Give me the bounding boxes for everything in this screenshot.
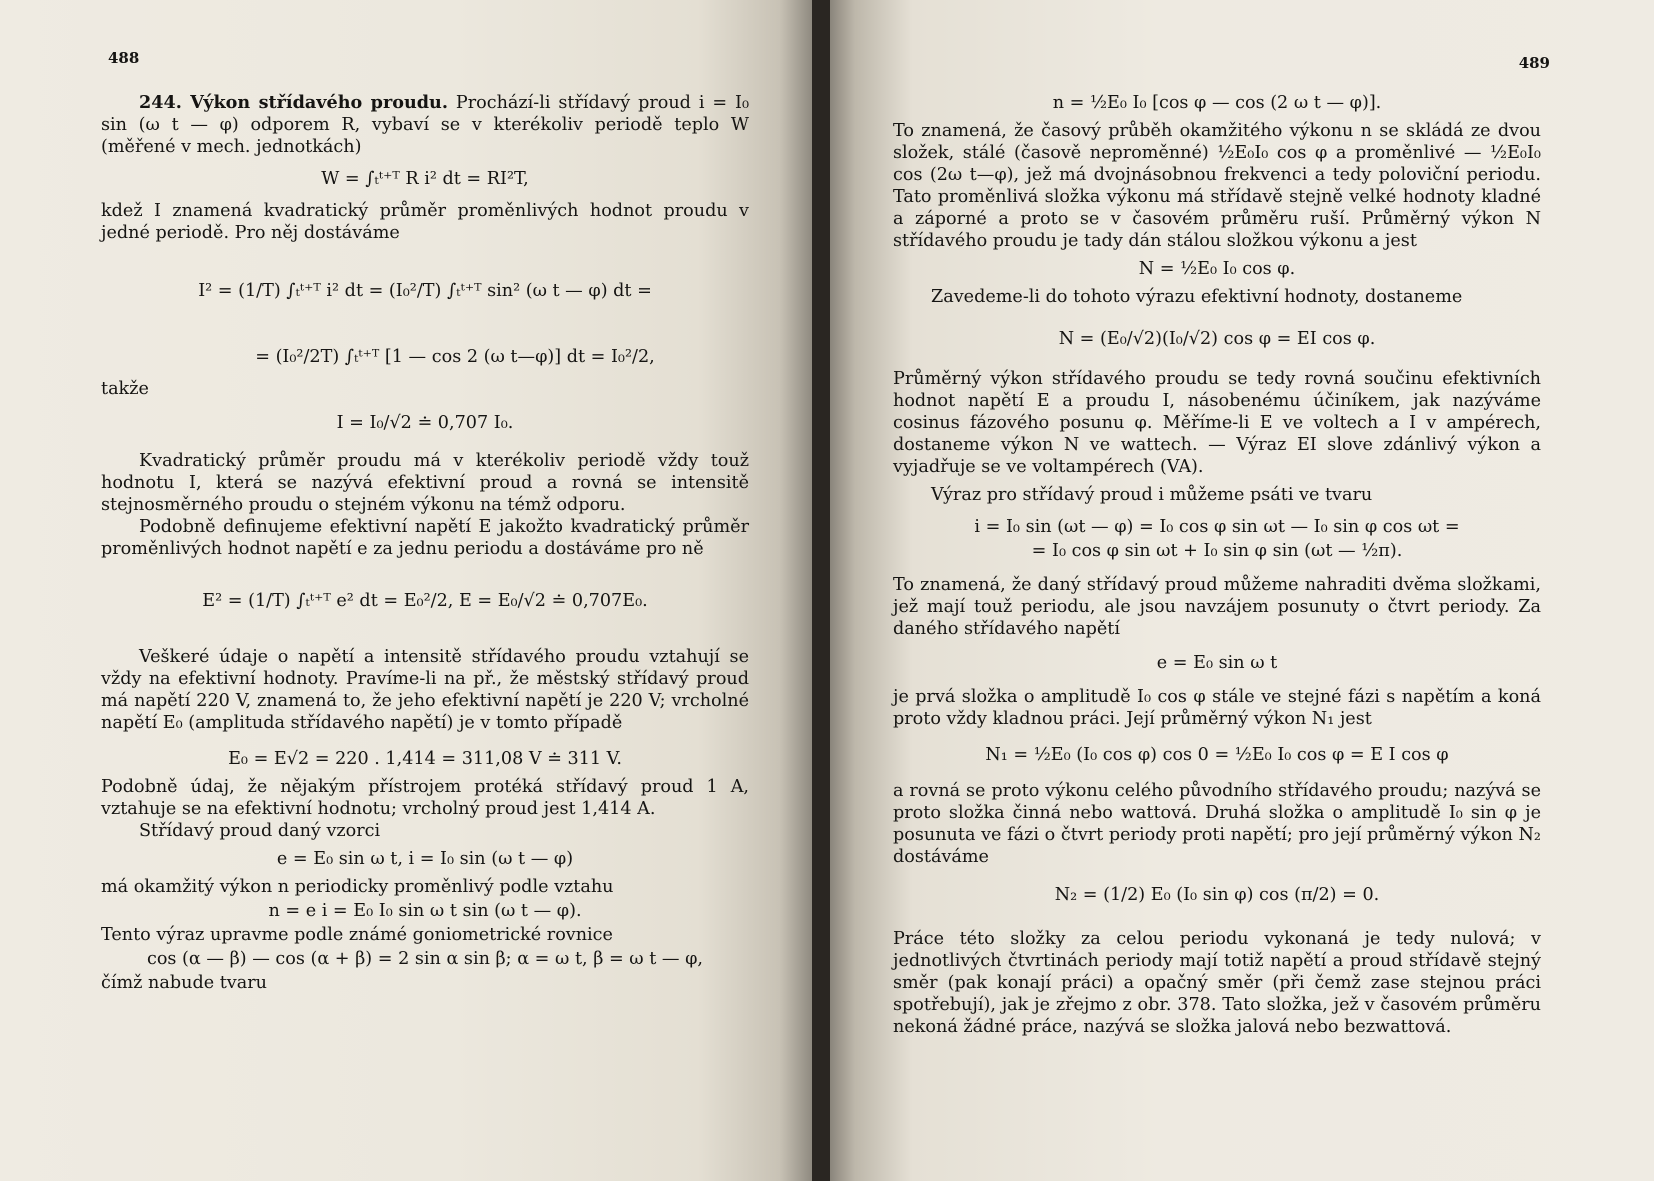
equation-trig-identity: cos (α — β) — cos (α + β) = 2 sin α sin β; α = ω t, β = ω t — φ, bbox=[146, 949, 704, 969]
paragraph: Tento výraz upravme podle známé goniometrické rovnice bbox=[101, 925, 613, 945]
equation-quadratic-mean-1: I² = (1/T) ∫ₜᵗ⁺ᵀ i² dt = (I₀²/T) ∫ₜᵗ⁺ᵀ sin² (ω t — φ) dt = bbox=[198, 281, 652, 301]
left-page bbox=[0, 0, 812, 1181]
page-number: 488 bbox=[108, 49, 140, 67]
equation-current-decomposition-1: i = I₀ sin (ωt — φ) = I₀ cos φ sin ωt — I₀ sin φ cos ωt = bbox=[974, 517, 1460, 537]
equation-mean-power: N = ½E₀ I₀ cos φ. bbox=[1138, 259, 1296, 279]
equation-reactive-power: N₂ = (1/2) E₀ (I₀ sin φ) cos (π/2) = 0. bbox=[1054, 885, 1380, 905]
equation-mean-power-effective: N = (E₀/√2)(I₀/√2) cos φ = EI cos φ. bbox=[1058, 329, 1376, 349]
paragraph: Střídavý proud daný vzorci bbox=[139, 821, 381, 841]
label-takze: takže bbox=[101, 379, 149, 399]
equation-voltage: e = E₀ sin ω t bbox=[1156, 653, 1278, 673]
paragraph: To znamená, že časový průběh okamžitého výkonu n se skládá ze dvou složek, stálé (časově neproměnné) ½E₀I₀ cos φ a proměnlivé — ½E₀I₀ cos (2ω t—φ), jež má dvojnásobnou frekvenci a tedy poloviční periodu. Tato proměnlivá složka výkonu má střídavě stejně velké hodnoty kladné a záporné a proto se v časovém průměru ruší. Průměrný výkon N střídavého proudu je tady dán stálou složkou výkonu a jest bbox=[893, 121, 1541, 251]
paragraph: Zavedeme-li do tohoto výrazu efektivní hodnoty, dostaneme bbox=[931, 287, 1463, 307]
right-page-text bbox=[893, 92, 1541, 1038]
equation-peak-voltage: E₀ = E√2 = 220 . 1,414 = 311,08 V ≐ 311 V. bbox=[228, 749, 622, 769]
paragraph: Podobně údaj, že nějakým přístrojem protéká střídavý proud 1 A, vztahuje se na efektivní hodnotu; vrcholný proud jest 1,414 A. bbox=[101, 777, 749, 819]
equation-heat: W = ∫ₜᵗ⁺ᵀ R i² dt = RI²T, bbox=[321, 169, 529, 189]
paragraph: Veškeré údaje o napětí a intensitě střídavého proudu vztahují se vždy na efektivní hodnoty. Pravíme-li na př., že městský střídavý proud má napětí 220 V, znamená to, že jeho efektivní napětí je 220 V; vrcholné napětí E₀ (amplituda střídavého napětí) je v tomto případě bbox=[101, 647, 749, 733]
paragraph: Průměrný výkon střídavého proudu se tedy rovná součinu efektivních hodnot napětí E a proudu I, násobenému účiníkem, jak nazýváme cosinus fázového posunu φ. Měříme-li E ve voltech a I v ampérech, dostaneme výkon N ve wattech. — Výraz EI slove zdánlivý výkon a vyjadřuje se ve voltampérech (VA). bbox=[893, 369, 1541, 477]
equation-current-decomposition-2: = I₀ cos φ sin ωt + I₀ sin φ sin (ωt — ½π). bbox=[1031, 541, 1403, 561]
paragraph: Kvadratický průměr proudu má v kterékoliv periodě vždy touž hodnotu I, která se nazývá efektivní proud a rovná se intensitě stejnosměrného proudu o stejném výkonu na témž odporu. bbox=[101, 451, 749, 515]
paragraph: To znamená, že daný střídavý proud můžeme nahraditi dvěma složkami, jež mají touž periodu, ale jsou navzájem posunuty o čtvrt periody. Za daného střídavého napětí bbox=[893, 575, 1541, 639]
section-heading: 244. Výkon střídavého proudu. bbox=[139, 92, 448, 113]
equation-effective-voltage: E² = (1/T) ∫ₜᵗ⁺ᵀ e² dt = E₀²/2, E = E₀/√2 ≐ 0,707E₀. bbox=[202, 591, 648, 611]
equation-ac-definition: e = E₀ sin ω t, i = I₀ sin (ω t — φ) bbox=[276, 849, 574, 869]
paragraph: čímž nabude tvaru bbox=[101, 973, 267, 993]
equation-effective-current: I = I₀/√2 ≐ 0,707 I₀. bbox=[336, 413, 514, 433]
equation-instant-power-expanded: n = ½E₀ I₀ [cos φ — cos (2 ω t — φ)]. bbox=[1052, 93, 1382, 113]
paragraph: a rovná se proto výkonu celého původního střídavého proudu; nazývá se proto složka činná nebo wattová. Druhá složka o amplitudě I₀ sin φ je posunuta ve fázi o čtvrt periody proti napětí; pro její průměrný výkon N₂ dostáváme bbox=[893, 781, 1541, 867]
equation-quadratic-mean-2: = (I₀²/2T) ∫ₜᵗ⁺ᵀ [1 — cos 2 (ω t—φ)] dt = I₀²/2, bbox=[255, 347, 655, 367]
equation-instant-power: n = e i = E₀ I₀ sin ω t sin (ω t — φ). bbox=[268, 901, 582, 921]
paragraph: Práce této složky za celou periodu vykonaná je tedy nulová; v jednotlivých čtvrtinách periody mají totiž napětí a proud střídavě stejný směr (pak konají práci) a opačný směr (při čemž zase stejnou práci spotřebují), jak je zřejmo z obr. 378. Tato složka, jež v časovém průměru nekoná žádné práce, nazývá se složka jalová nebo bezwattová. bbox=[893, 929, 1541, 1037]
page-number: 489 bbox=[1518, 54, 1550, 72]
paragraph: Podobně definujeme efektivní napětí E jakožto kvadratický průměr proměnlivých hodnot napětí e za jednu periodu a dostáváme pro ně bbox=[101, 517, 749, 559]
section-244-intro: 244. Výkon střídavého proudu. Prochází-li střídavý proud i = I₀ sin (ω t — φ) odporem R, vybaví se v kterékoliv periodě teplo W (měřené v mech. jednotkách) bbox=[101, 92, 749, 157]
paragraph: kdež I znamená kvadratický průměr proměnlivých hodnot proudu v jedné periodě. Pro něj dostáváme bbox=[101, 201, 749, 243]
paragraph: je prvá složka o amplitudě I₀ cos φ stále ve stejné fázi s napětím a koná proto vždy kladnou práci. Její průměrný výkon N₁ jest bbox=[893, 687, 1541, 729]
equation-active-power: N₁ = ½E₀ (I₀ cos φ) cos 0 = ½E₀ I₀ cos φ = E I cos φ bbox=[985, 745, 1449, 765]
paragraph: Výraz pro střídavý proud i můžeme psáti ve tvaru bbox=[931, 485, 1373, 505]
left-page-text bbox=[101, 92, 749, 994]
paragraph: má okamžitý výkon n periodicky proměnlivý podle vztahu bbox=[101, 877, 614, 897]
right-page bbox=[830, 0, 1654, 1181]
